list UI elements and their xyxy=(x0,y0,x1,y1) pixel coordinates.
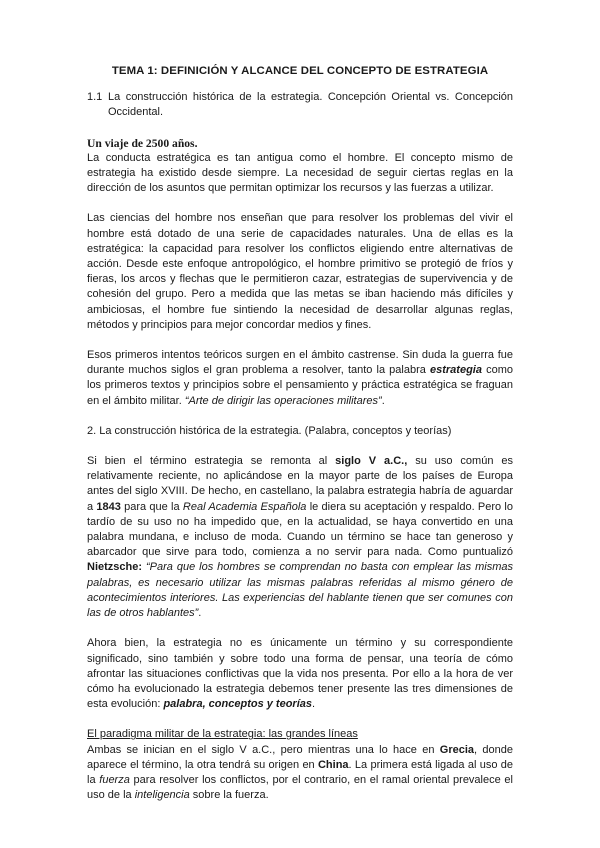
text-run: , donde aparece el término, la otra tendrá su origen en xyxy=(87,743,514,771)
viaje-heading: Un viaje de 2500 años. xyxy=(87,136,198,150)
text-run: Si bien el término estrategia se remonta al xyxy=(87,455,336,468)
emphasis-china: China xyxy=(317,758,349,771)
emphasis-grecia: Grecia xyxy=(439,743,475,756)
text-run: . xyxy=(312,698,316,711)
text-run: su uso común es relativamente reciente, no aplicándose en la mayor parte de los países de Europa antes del siglo XVIII. De hecho, en castellano, la palabra estrategia habría de aguardar a xyxy=(87,455,513,513)
viaje-paragraph-1: La conducta estratégica es tan antigua como el hombre. El concepto mismo de estrategia ha existido desde siempre. La necesidad de seguir ciertas reglas en la dirección de los asuntos que permitan optimizar los recursos y las fuerzas a utilizar. xyxy=(87,151,513,195)
paradigma-paragraph xyxy=(87,743,513,804)
document-title: TEMA 1: DEFINICIÓN Y ALCANCE DEL CONCEPTO DE ESTRATEGIA xyxy=(111,65,489,77)
paradigma-heading: El paradigma militar de la estrategia: las grandes líneas xyxy=(87,728,358,741)
text-run: Ahora bien, la estrategia no es únicamente un término y su correspondiente significado, sino también y sobre todo una forma de pensar, una teoría de cómo afrontar las situaciones conflictivas que la vida nos presenta. Por ello a la hora de ver cómo ha evolucionado la estrategia debemos tener presente las tres dimensiones de esta evolución: xyxy=(87,637,513,711)
section-1-1 xyxy=(87,90,513,120)
text-run: . xyxy=(381,394,385,407)
emphasis-dimensiones: palabra, conceptos y teorías xyxy=(163,698,312,711)
emphasis-nietzsche: Nietzsche: xyxy=(87,561,143,574)
section-2-heading: 2. La construcción histórica de la estrategia. (Palabra, conceptos y teorías) xyxy=(87,424,452,437)
text-run: para que la xyxy=(120,500,183,513)
quote-nietzsche: “Para que los hombres se comprendan no basta con emplear las mismas palabras, es necesario utilizar las mismas palabras referidas al mismo género de acontecimientos interiores. Las experiencias del hablante tienen que ser comunes con las de otros hablantes” xyxy=(87,561,513,620)
emphasis-fuerza: fuerza xyxy=(99,773,130,786)
emphasis-inteligencia: inteligencia xyxy=(134,789,190,802)
emphasis-1843: 1843 xyxy=(96,500,121,513)
emphasis-estrategia: estrategia xyxy=(430,364,482,377)
text-run: Esos primeros intentos teóricos surgen en el ámbito castrense. Sin duda la guerra fue durante muchos siglos el gran problema a resolver, tanto la palabra xyxy=(87,349,513,377)
text-run: como los primeros textos y principios sobre el pensamiento y práctica estratégica se fraguan en el ámbito militar. xyxy=(87,364,513,407)
section-2-paragraph-1 xyxy=(87,454,513,621)
text-run: le diera su aceptación y respaldo. Pero lo tardío de su uso no ha impedido que, en la actualidad, se haya convertido en una palabra mundana, e incluso de moda. Cuando un término se hace tan generoso y abarcador que sirve para todo, comienza a no servir para nada. Como puntualizó xyxy=(87,500,513,559)
section-2-paragraph-2 xyxy=(87,636,513,712)
text-run: sobre la fuerza. xyxy=(189,789,269,802)
quote-arte: “Arte de dirigir las operaciones militares” xyxy=(184,394,382,407)
text-run: . xyxy=(198,607,202,620)
text-run: . La primera está ligada al uso de la xyxy=(87,758,513,786)
text-run: Ambas se inician en el siglo V a.C., pero mientras una lo hace en xyxy=(87,743,440,756)
section-1-1-title: La construcción histórica de la estrategia. Concepción Oriental vs. Concepción Occidental. xyxy=(108,91,513,119)
text-run: para resolver los conflictos, por el contrario, en el ramal oriental prevalece el uso de la xyxy=(87,773,513,802)
viaje-paragraph-2: Las ciencias del hombre nos enseñan que para resolver los problemas del vivir el hombre está dotado de una serie de capacidades naturales. Una de ellas es la estratégica: la capacidad para resolver los conflictos eligiendo entre alternativas de acción. Desde este enfoque antropológico, el hombre primitivo se protegió de fríos y fieras, los arcos y flechas que le permitieron cazar, estrategias de supervivencia y de cohesión del grupo. Pero a medida que las metas se iban haciendo más difíciles y ambiciosas, el hombre fue sintiendo la necesidad de desarrollar algunas reglas, métodos y principios para mejor concordar medios y fines. xyxy=(87,212,513,331)
section-1-1-number: 1.1 xyxy=(87,91,103,104)
emphasis-siglo: siglo V a.C., xyxy=(335,455,408,468)
viaje-paragraph-3 xyxy=(87,348,513,409)
emphasis-rae: Real Academia Española xyxy=(182,500,307,513)
